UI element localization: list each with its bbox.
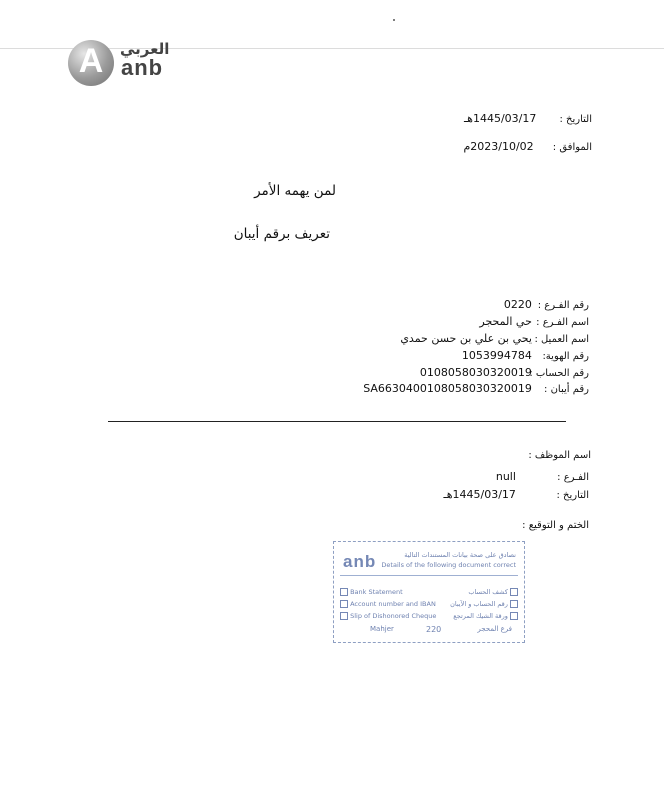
stamp-rule <box>340 575 518 576</box>
stamp-branch-ar: فرع المحجر <box>477 625 512 633</box>
stamp-item-ar: ورقة الشيك المرتجع <box>453 612 518 620</box>
checkbox-icon <box>510 588 518 596</box>
stamp-heading-ar: نصادق على صحة بيانات المستندات التالية <box>404 551 516 559</box>
scan-speck <box>393 19 395 21</box>
date-hijri-value: 1445/03/17هـ <box>463 112 537 125</box>
detail-value: 0220 <box>503 298 532 311</box>
subject-heading: تعريف برقم أيبان <box>233 226 330 242</box>
detail-label: رقم الحساب : <box>529 368 589 379</box>
bank-verification-stamp <box>333 541 525 643</box>
checkbox-icon <box>340 612 348 620</box>
employee-branch-label: الفـرع : <box>557 472 589 483</box>
stamp-item-ar: رقم الحساب و الآيبان <box>450 600 518 608</box>
stamp-brand: anb <box>343 552 377 571</box>
checkbox-icon <box>510 612 518 620</box>
detail-value: حي المحجر <box>479 315 532 328</box>
employee-date-row <box>443 483 589 502</box>
checkbox-icon <box>340 588 348 596</box>
date-hijri-label: التاريخ : <box>559 114 592 125</box>
employee-date-value: 1445/03/17هـ <box>443 488 516 501</box>
employee-date-label: التاريخ : <box>556 490 589 501</box>
detail-label: رقم أيبان : <box>544 384 589 395</box>
stamp-item-en: Account number and IBAN <box>340 600 436 608</box>
date-hijri-row <box>464 107 592 126</box>
detail-value: SA6630400108058030320019 <box>363 382 532 395</box>
logo-arabic-text: العربي <box>120 40 170 58</box>
employee-branch-value: null <box>495 470 516 483</box>
date-greg-row <box>463 135 592 154</box>
detail-label: اسم العميل : <box>534 334 589 345</box>
detail-label: اسم الفـرع : <box>536 317 589 328</box>
logo-latin-text: anb <box>121 55 164 80</box>
detail-value: 1053994784 <box>461 349 532 362</box>
detail-value: 0108058030320019 <box>419 366 532 379</box>
logo-emblem <box>68 40 114 86</box>
logo-mark: A <box>78 42 104 80</box>
detail-label: رقم الهوية: <box>542 351 589 362</box>
stamp-branch-code: 220 <box>426 625 442 634</box>
stamp-branch-en: Mahjer <box>370 625 394 633</box>
seal-signature-label: الختم و التوقيع : <box>522 520 589 531</box>
employee-branch-row <box>496 465 589 484</box>
checkbox-icon <box>510 600 518 608</box>
stamp-item-ar: كشف الحساب <box>468 588 518 596</box>
detail-value: يحي بن علي بن حسن حمدي <box>400 332 532 345</box>
stamp-item-en: Bank Statement <box>340 588 403 596</box>
stamp-heading-en: Details of the following document correct <box>381 561 516 569</box>
addressee-heading: لمن يهمه الأمر <box>254 183 336 199</box>
employee-name-label: اسم الموظف : <box>528 450 591 461</box>
stamp-item-en: Slip of Dishonored Cheque <box>340 612 436 620</box>
checkbox-icon <box>340 600 348 608</box>
date-greg-label: الموافق : <box>552 142 592 153</box>
detail-label: رقم الفـرع : <box>537 300 589 311</box>
iban-row <box>363 377 589 396</box>
section-divider <box>108 421 566 422</box>
date-greg-value: 2023/10/02م <box>463 140 534 153</box>
